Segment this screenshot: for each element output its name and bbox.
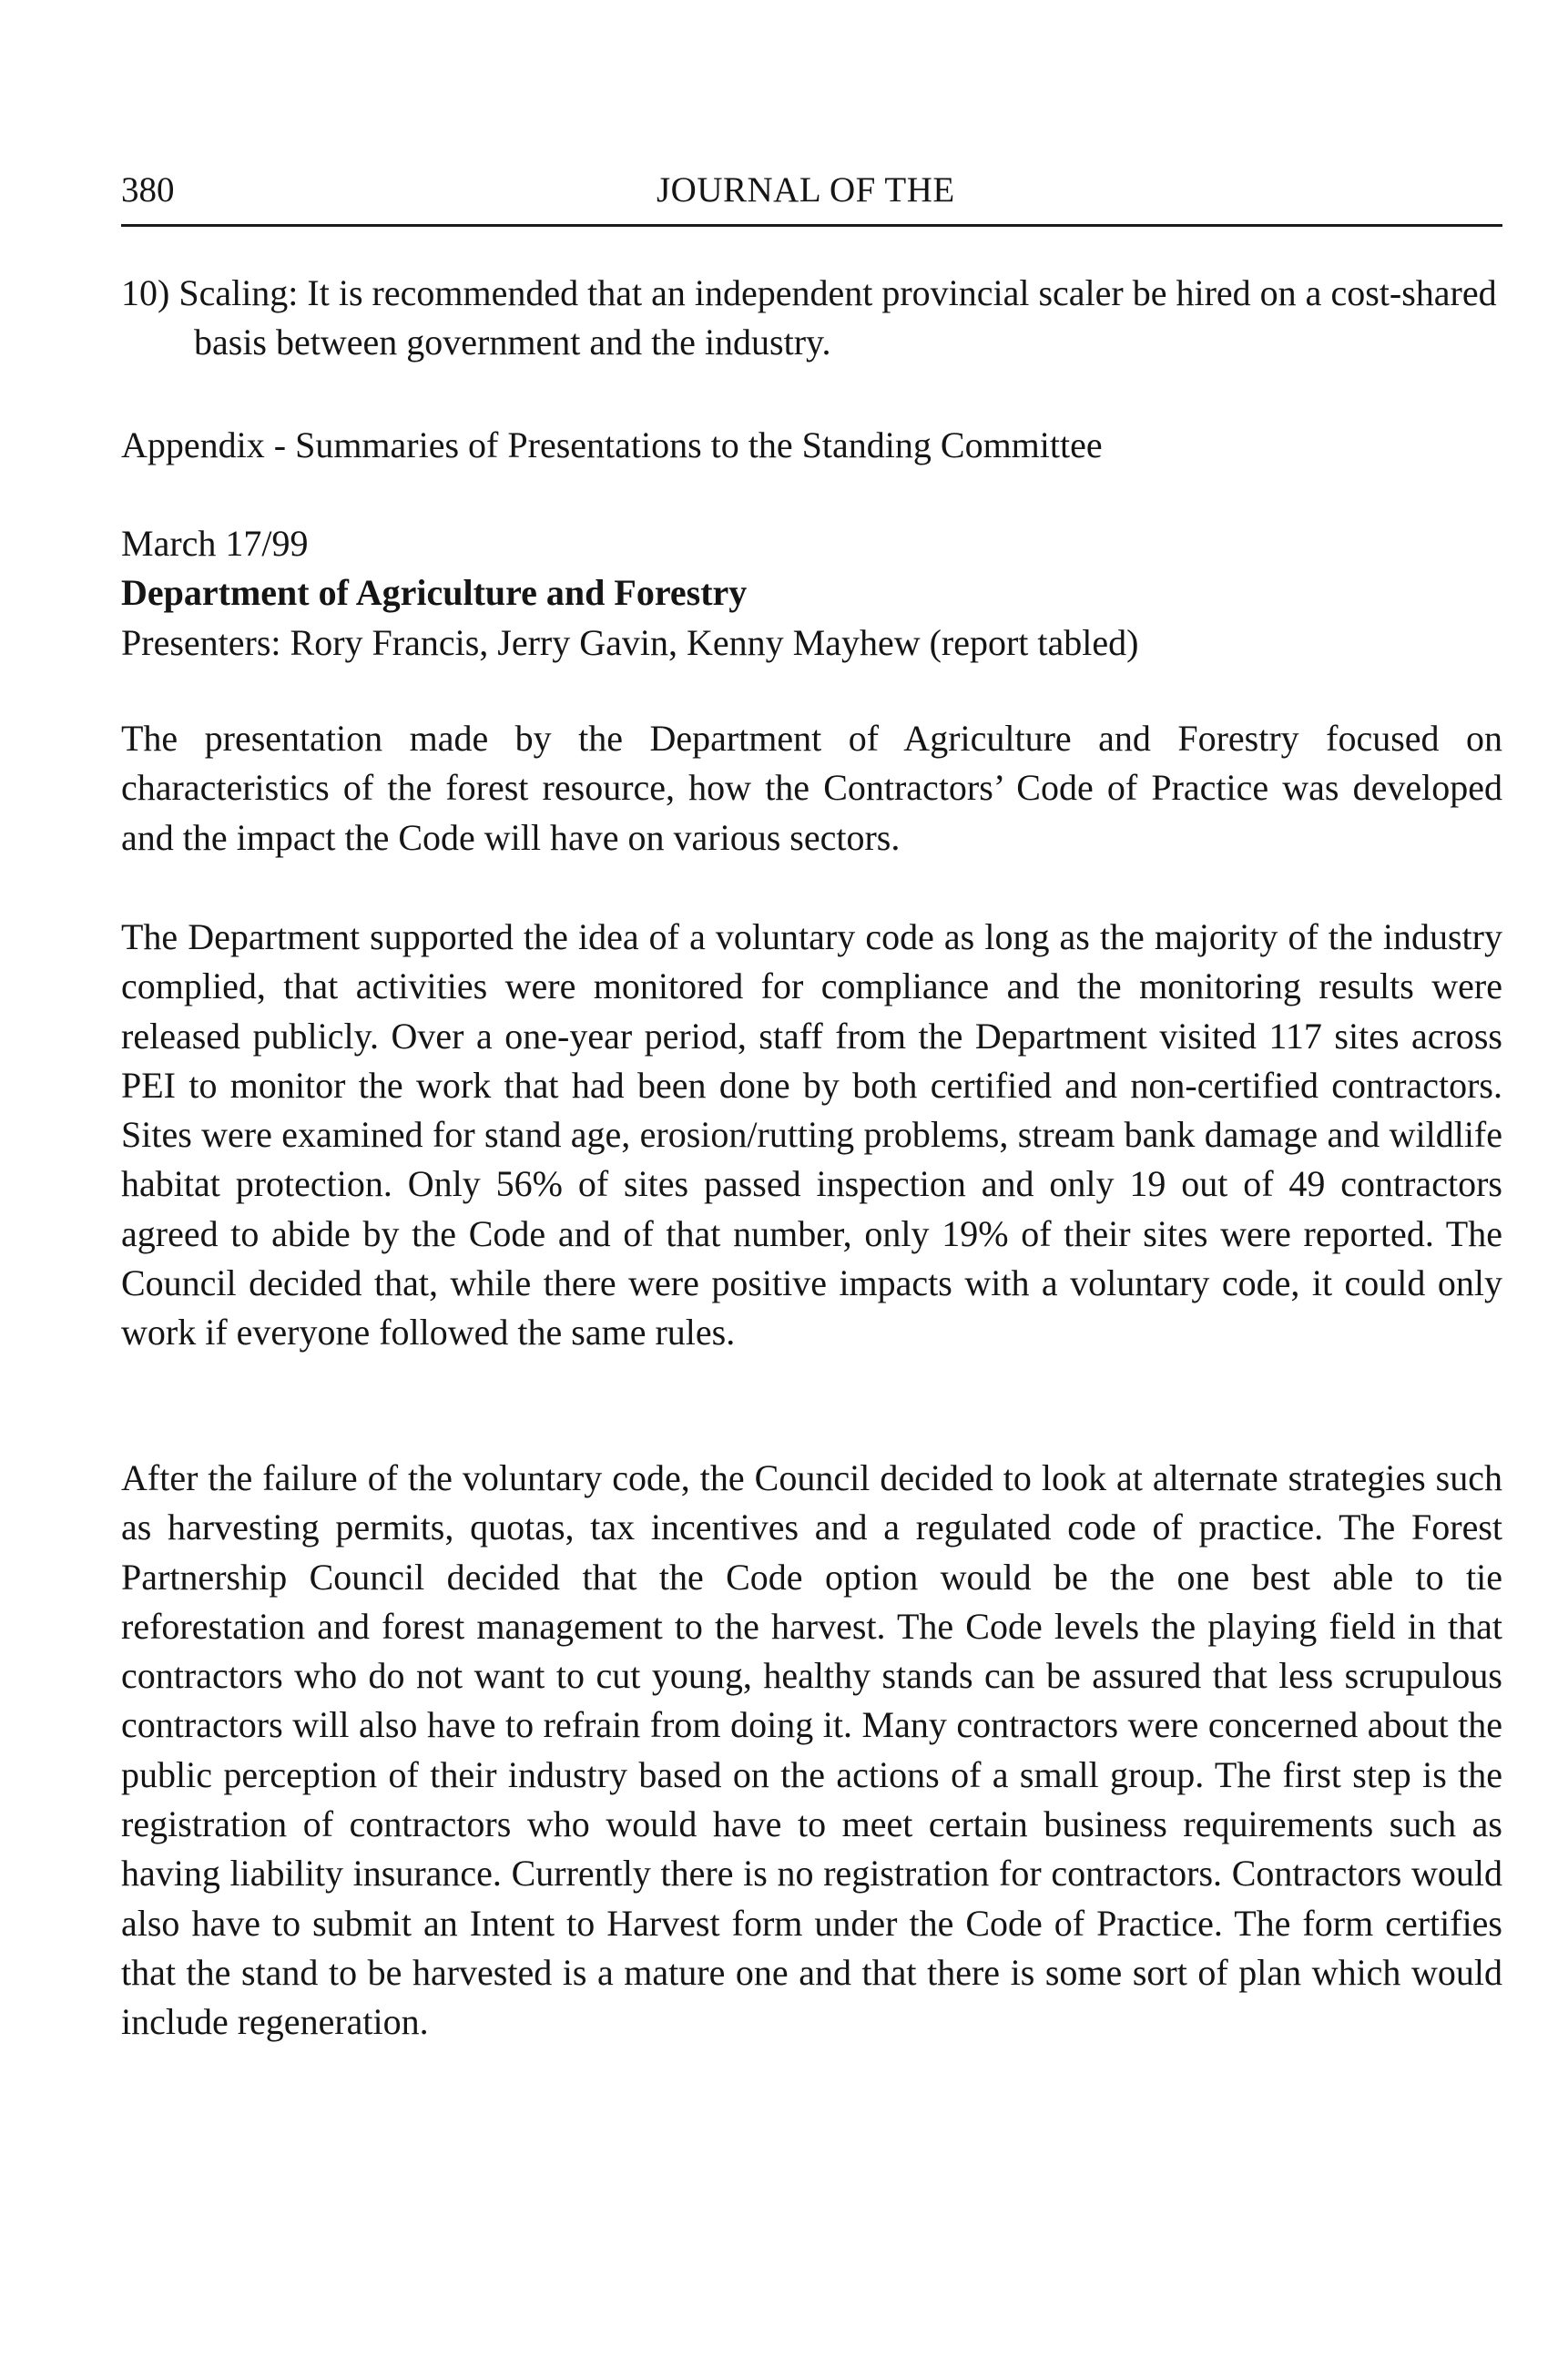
paragraph: The presentation made by the Department of Agriculture and Forestry focused on characteristics of the forest resource, how the Contractors’ Code of Practice was developed and the impact the Code will have on various sectors. xyxy=(121,718,1502,858)
page-number: 380 xyxy=(121,170,175,209)
page-header xyxy=(121,169,1502,227)
department-heading: Department of Agriculture and Forestry xyxy=(121,572,748,614)
running-head: JOURNAL OF THE xyxy=(657,170,955,209)
recommendation-item: 10) Scaling: It is recommended that an independent provincial scaler be hired on a cost-shared basis between government and the industry. xyxy=(121,272,1497,363)
paragraph: After the failure of the voluntary code, the Council decided to look at alternate strategies such as harvesting permits, quotas, tax incentives and a regulated code of practice. The Forest Partnership Council decided that the Code option would be the one best able to tie reforestation and forest management to the harvest. The Code levels the playing field in that contractors who do not want to cut young, healthy stands can be assured that less scrupulous contractors will also have to refrain from doing it. Many contractors were concerned about the public perception of their industry based on the actions of a small group. The first step is the registration of contractors who would have to meet certain business requirements such as having liability insurance. Currently there is no registration for contractors. Contractors would also have to submit an Intent to Harvest form under the Code of Practice. The form certifies that the stand to be harvested is a mature one and that there is some sort of plan which would include regeneration. xyxy=(121,1457,1502,2043)
presenters-line: Presenters: Rory Francis, Jerry Gavin, Kenny Mayhew (report tabled) xyxy=(121,621,1139,663)
presentation-info xyxy=(121,519,1502,668)
presentation-date: March 17/99 xyxy=(121,523,309,564)
appendix-title: Appendix - Summaries of Presentations to the Standing Committee xyxy=(121,424,1103,465)
paragraph: The Department supported the idea of a voluntary code as long as the majority of the industry complied, that activities were monitored for compliance and the monitoring results were released publicly. Over a one-year period, staff from the Department visited 117 sites across PEI to monitor the work that had been done by both certified and non-certified contractors. Sites were examined for stand age, erosion/rutting problems, stream bank damage and wildlife habitat protection. Only 56% of sites passed inspection and only 19 out of 49 contractors agreed to abide by the Code and of that number, only 19% of their sites were reported. The Council decided that, while there were positive impacts with a voluntary code, it could only work if everyone followed the same rules. xyxy=(121,916,1502,1353)
